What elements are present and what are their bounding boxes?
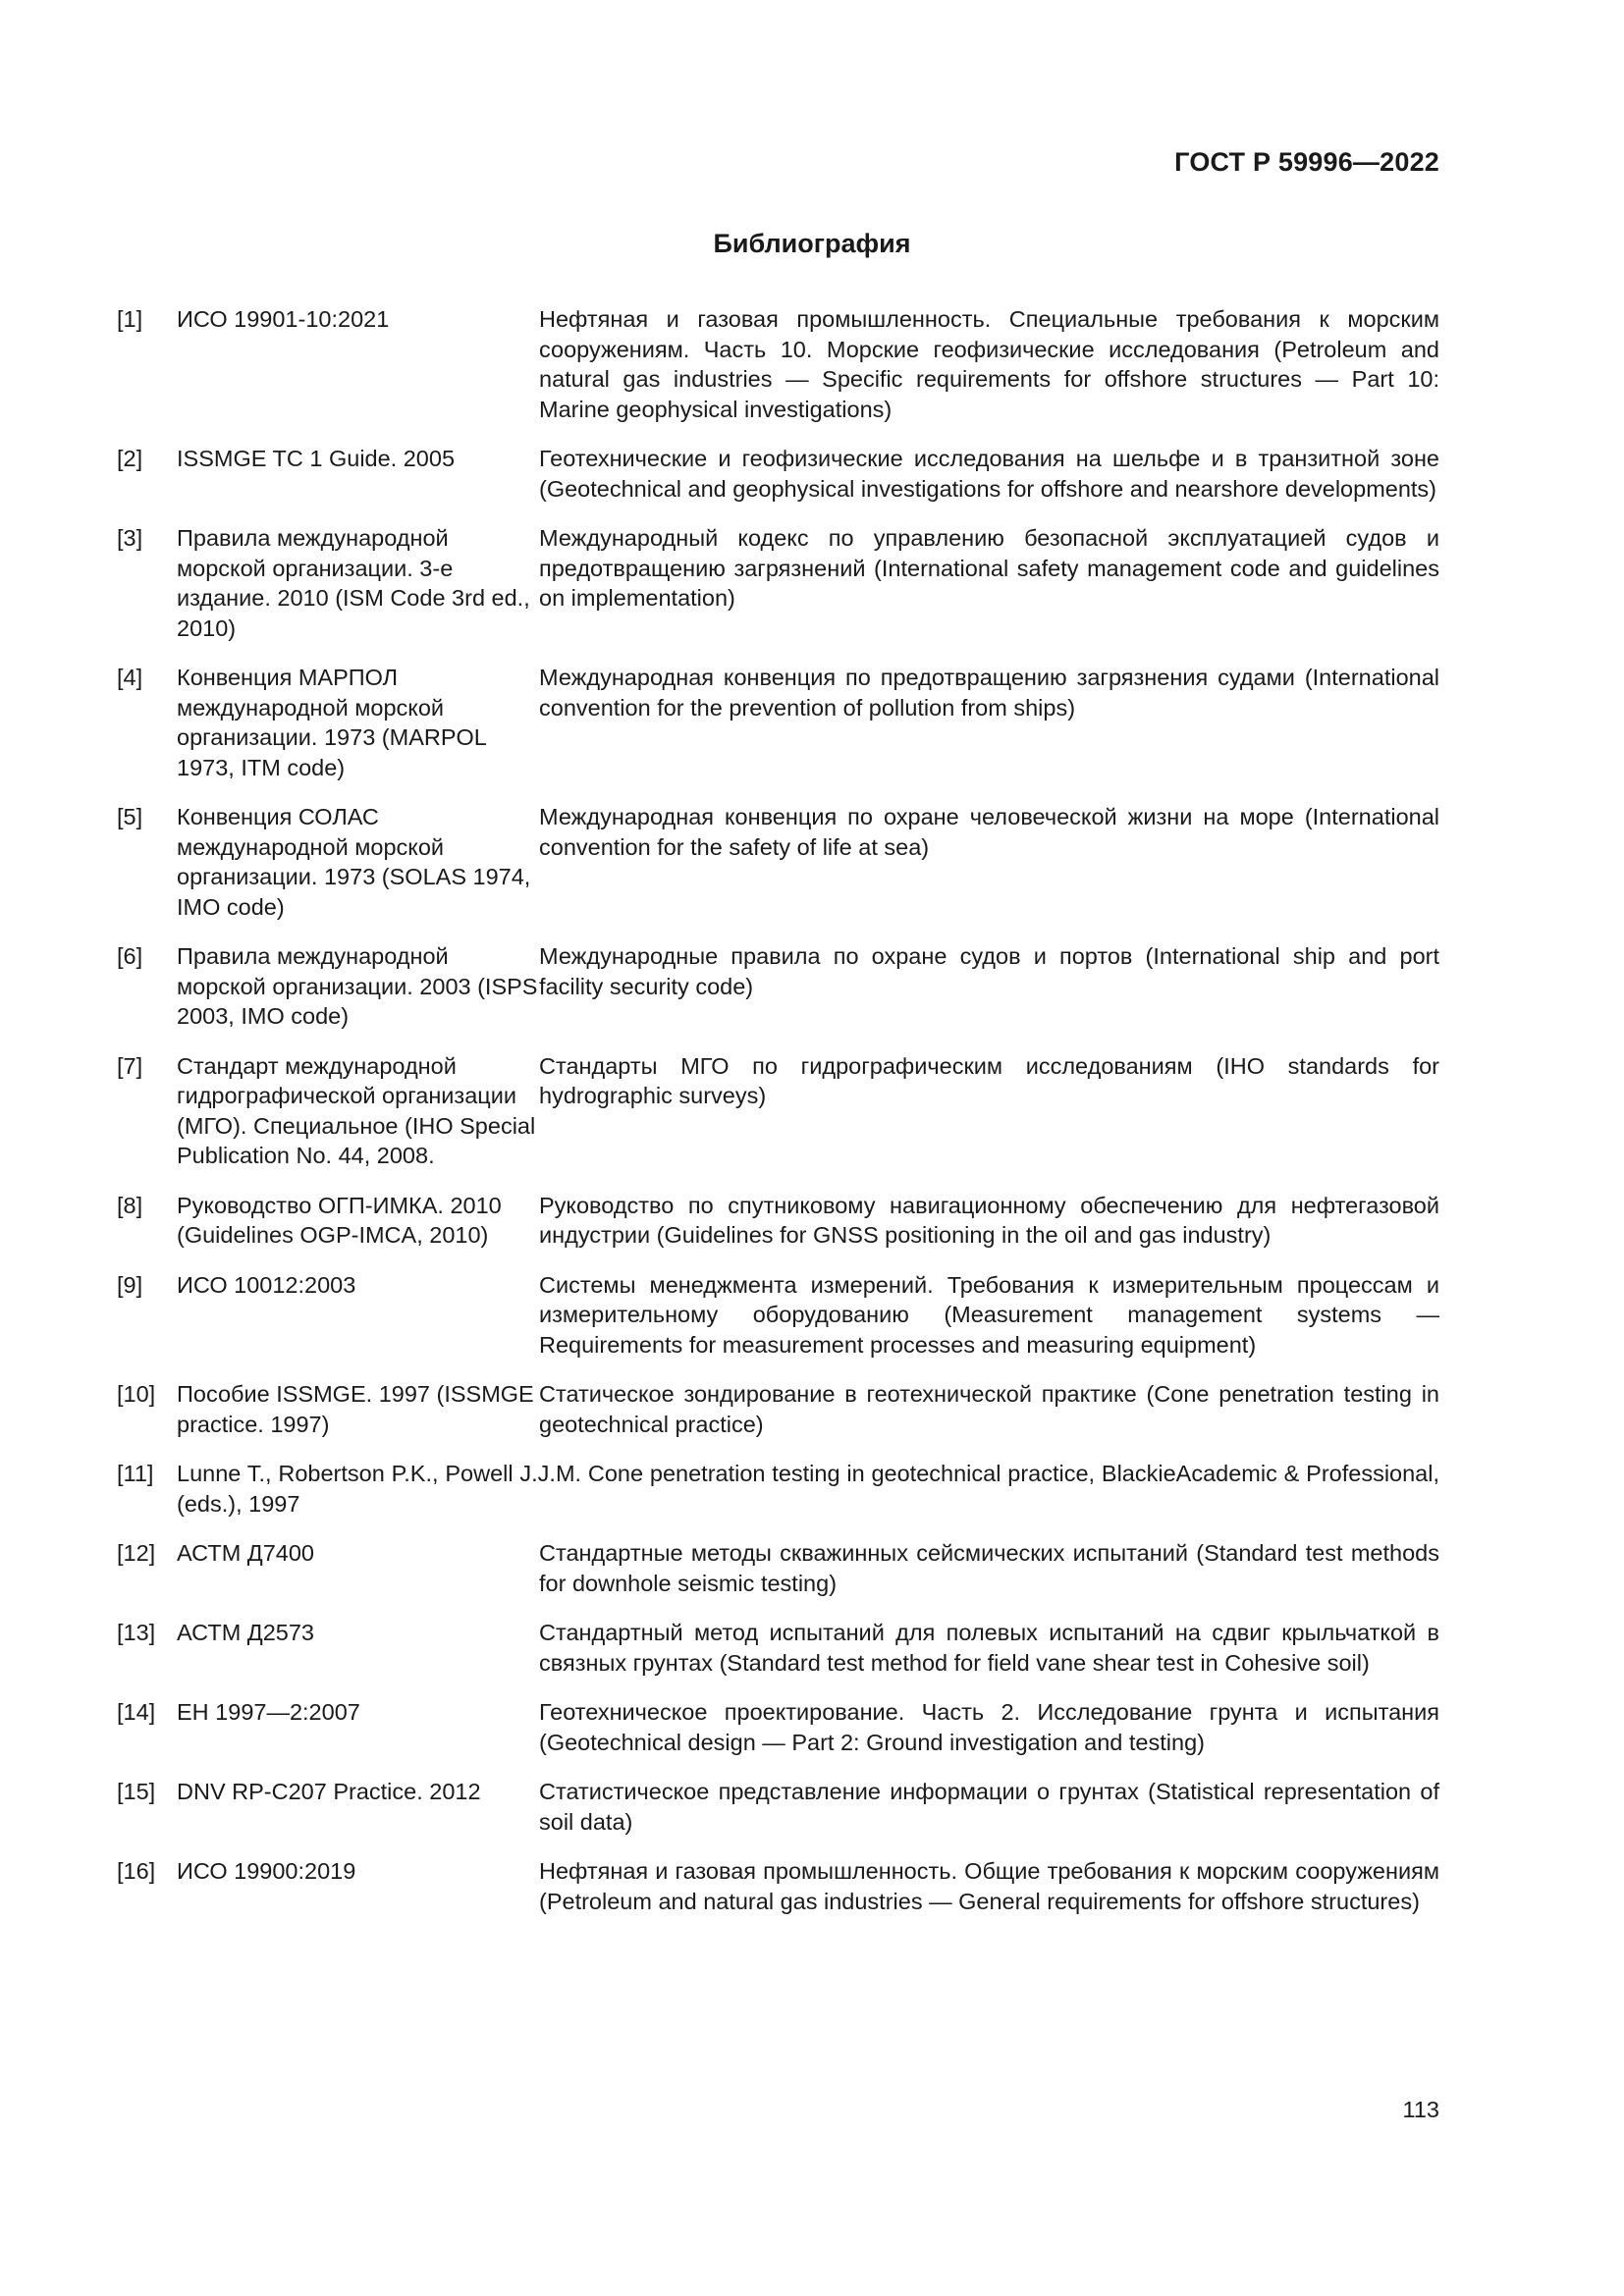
entry-description: Международная конвенция по охране человеческой жизни на море (International convention for the safety of life at sea) xyxy=(539,804,1439,860)
section-title: Библиография xyxy=(713,229,911,258)
bibliography-entry xyxy=(117,1270,1439,1361)
entry-number: [5] xyxy=(117,804,143,829)
entry-source: Конвенция МАРПОЛ международной морской организации. 1973 (MARPOL 1973, ITM code) xyxy=(177,665,486,780)
entry-number: [8] xyxy=(117,1192,143,1218)
entry-description: Международный кодекс по управлению безопасной эксплуатацией судов и предотвращению загрязнений (International safety management code and guidelines on implementation) xyxy=(539,525,1439,611)
entry-description: Руководство по спутниковому навигационному обеспечению для нефтегазовой индустрии (Guidelines for GNSS positioning in the oil and gas industry) xyxy=(539,1192,1439,1248)
entry-number: [15] xyxy=(117,1779,156,1804)
bibliography-entry xyxy=(117,802,1439,922)
entry-source: Руководство ОГП-ИМКА. 2010 (Guidelines OGP-IMCA, 2010) xyxy=(177,1192,502,1248)
bibliography-entry xyxy=(117,1051,1439,1171)
entry-number: [4] xyxy=(117,665,143,690)
entry-number: [1] xyxy=(117,306,143,332)
entry-number: [6] xyxy=(117,943,143,969)
entry-description: Системы менеджмента измерений. Требования к измерительным процессам и измерительному оборудованию (Measurement management systems — Requirements for measurement processes and measuring equipment) xyxy=(539,1271,1439,1358)
entry-number: [12] xyxy=(117,1540,156,1566)
entry-source: Пособие ISSMGE. 1997 (ISSMGE practice. 1997) xyxy=(177,1381,534,1437)
entry-description: Статическое зондирование в геотехнической практике (Cone penetration testing in geotechnical practice) xyxy=(539,1381,1439,1437)
entry-source: DNV RP-C207 Practice. 2012 xyxy=(177,1779,481,1804)
entry-number: [2] xyxy=(117,446,143,471)
bibliography-entry xyxy=(117,1777,1439,1837)
entry-full-reference: Lunne T., Robertson P.K., Powell J.J.M. Cone penetration testing in geotechnical practice, BlackieAcademic & Professional, (eds.), 1997 xyxy=(177,1461,1439,1517)
entry-number: [13] xyxy=(117,1620,156,1645)
entry-number: [14] xyxy=(117,1699,156,1725)
bibliography-entry xyxy=(117,444,1439,504)
entry-description: Стандарты МГО по гидрографическим исследованиям (IHO standards for hydrographic surveys) xyxy=(539,1052,1439,1108)
entry-description: Стандартные методы скважинных сейсмических испытаний (Standard test methods for downhole seismic testing) xyxy=(539,1540,1439,1596)
entry-description: Международная конвенция по предотвращению загрязнения судами (International convention for the prevention of pollution from ships) xyxy=(539,665,1439,721)
bibliography-entry xyxy=(117,1618,1439,1678)
bibliography-entry xyxy=(117,304,1439,424)
entry-number: [3] xyxy=(117,525,143,551)
entry-number: [7] xyxy=(117,1052,143,1079)
entry-description: Геотехнические и геофизические исследования на шельфе и в транзитной зоне (Geotechnical and geophysical investigations for offshore and nearshore developments) xyxy=(539,446,1439,502)
entry-source: АСТМ Д7400 xyxy=(177,1540,315,1566)
entry-description: Международные правила по охране судов и портов (International ship and port facility security code) xyxy=(539,943,1439,999)
entry-source: Конвенция СОЛАС международной морской организации. 1973 (SOLAS 1974, IMO code) xyxy=(177,804,531,920)
bibliography-entry xyxy=(117,523,1439,643)
bibliography-entry xyxy=(117,663,1439,782)
entry-description: Геотехническое проектирование. Часть 2. Исследование грунта и испытания (Geotechnical design — Part 2: Ground investigation and testing) xyxy=(539,1699,1439,1755)
entry-number: [16] xyxy=(117,1858,156,1884)
entry-source: ЕН 1997—2:2007 xyxy=(177,1699,360,1725)
bibliography-entry xyxy=(117,1538,1439,1598)
entry-source: ИСО 19900:2019 xyxy=(177,1858,356,1884)
entry-description: Нефтяная и газовая промышленность. Специальные требования к морским сооружениям. Часть 10. Морские геофизические исследования (Petroleum and natural gas industries — Specific requirements for offshore structures — Part 10: Marine geophysical investigations) xyxy=(539,306,1439,422)
entry-source: ИСО 19901-10:2021 xyxy=(177,306,390,332)
bibliography-entry xyxy=(117,1697,1439,1757)
entry-description: Статистическое представление информации о грунтах (Statistical representation of soil data) xyxy=(539,1779,1439,1835)
entry-number: [9] xyxy=(117,1271,143,1298)
entry-description: Стандартный метод испытаний для полевых испытаний на сдвиг крыльчаткой в связных грунтах (Standard test method for field vane shear test in Cohesive soil) xyxy=(539,1620,1439,1676)
entry-source: ISSMGE TC 1 Guide. 2005 xyxy=(177,446,456,471)
entry-source: Правила международной морской организации. 2003 (ISPS 2003, IMO code) xyxy=(177,943,538,1029)
bibliography-entry xyxy=(117,1856,1439,1916)
entry-source: Правила международной морской организации. 3-е издание. 2010 (ISM Code 3rd ed., 2010) xyxy=(177,525,530,641)
bibliography-entry xyxy=(117,1379,1439,1439)
entry-description: Нефтяная и газовая промышленность. Общие требования к морским сооружениям (Petroleum and natural gas industries — General requirements for offshore structures) xyxy=(539,1858,1439,1914)
entry-source: АСТМ Д2573 xyxy=(177,1620,315,1645)
bibliography-entry xyxy=(117,1191,1439,1251)
bibliography-entry xyxy=(117,941,1439,1032)
page-number: 113 xyxy=(1402,2097,1439,2122)
entry-source: Стандарт международной гидрографической организации (МГО). Специальное (IHO Special Publication No. 44, 2008. xyxy=(177,1052,536,1168)
document-code: ГОСТ Р 59996—2022 xyxy=(1174,147,1439,177)
entry-number: [10] xyxy=(117,1381,156,1407)
entry-number: [11] xyxy=(117,1461,154,1486)
bibliography-entry xyxy=(117,1459,1439,1519)
bibliography-list xyxy=(117,304,1439,1936)
entry-source: ИСО 10012:2003 xyxy=(177,1271,356,1298)
